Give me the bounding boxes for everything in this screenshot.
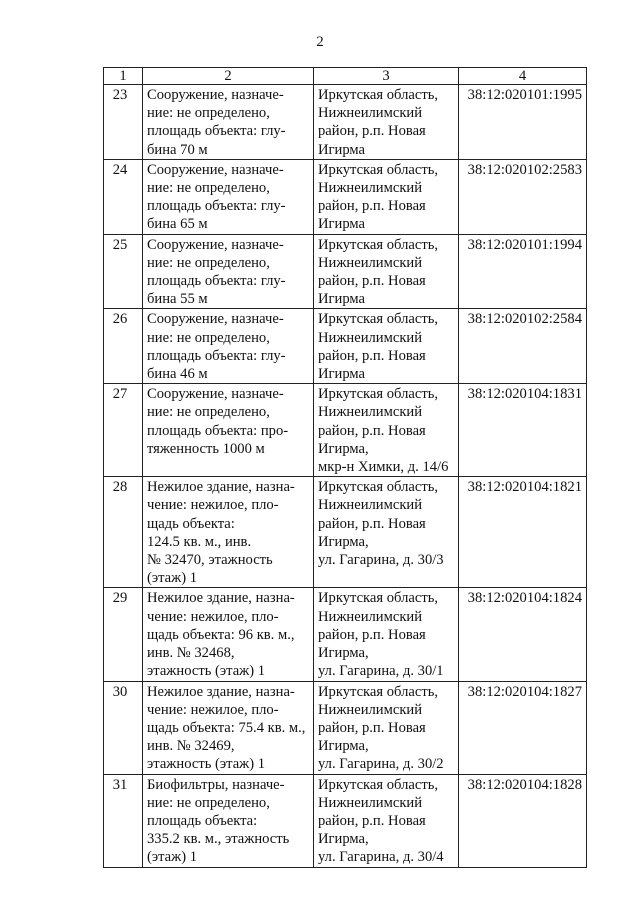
cadastral-number: 38:12:020104:1827: [459, 681, 587, 774]
address-line: мкр-н Химки, д. 14/6: [318, 459, 449, 476]
description-line: площадь объекта:: [147, 812, 258, 829]
address-line: ул. Гагарина, д. 30/4: [318, 849, 444, 866]
description-line: площадь объекта: глу-: [147, 198, 286, 215]
property-table: [103, 67, 587, 868]
table-row: [104, 384, 587, 477]
object-address: [314, 234, 459, 309]
address-line: ул. Гагарина, д. 30/3: [318, 552, 444, 569]
object-address: [314, 85, 459, 160]
address-line: район, р.п. Новая: [318, 123, 426, 140]
address-line: район, р.п. Новая: [318, 347, 426, 364]
table-row: [104, 774, 587, 867]
cadastral-number: 38:12:020102:2584: [459, 309, 587, 384]
row-number: 31: [104, 774, 143, 867]
row-number: 30: [104, 681, 143, 774]
table-header: [104, 68, 587, 85]
description-line: 124.5 кв. м., инв.: [147, 533, 252, 550]
description-line: Нежилое здание, назна-: [147, 683, 295, 700]
address-line: Игирма: [318, 291, 366, 308]
description-line: щадь объекта:: [147, 515, 235, 532]
description-line: этажность (этаж) 1: [147, 663, 266, 680]
address-line: Игирма,: [318, 533, 369, 550]
description-line: площадь объекта: глу-: [147, 123, 286, 140]
description-line: Сооружение, назначе-: [147, 161, 284, 178]
address-line: Игирма,: [318, 831, 369, 848]
table-row: [104, 681, 587, 774]
description-line: бина 70 м: [147, 141, 208, 158]
description-line: щадь объекта: 75.4 кв. м.,: [147, 719, 306, 736]
description-line: ние: не определено,: [147, 404, 270, 421]
address-line: Игирма: [318, 141, 366, 158]
address-line: Иркутская область,: [318, 776, 439, 793]
row-number: 23: [104, 85, 143, 160]
header-col-3: 3: [314, 68, 459, 85]
object-address: [314, 681, 459, 774]
description-line: (этаж) 1: [147, 849, 198, 866]
row-number: 28: [104, 477, 143, 588]
address-line: Игирма: [318, 366, 366, 383]
description-line: ние: не определено,: [147, 180, 270, 197]
address-line: ул. Гагарина, д. 30/2: [318, 756, 444, 773]
description-line: ние: не определено,: [147, 254, 270, 271]
description-line: тяженность 1000 м: [147, 440, 265, 457]
address-line: Нижнеилимский: [318, 105, 423, 122]
table-row: [104, 234, 587, 309]
object-description: [143, 588, 314, 681]
description-line: ние: не определено,: [147, 105, 270, 122]
description-line: чение: нежилое, пло-: [147, 701, 279, 718]
address-line: Игирма,: [318, 738, 369, 755]
address-line: Нижнеилимский: [318, 701, 423, 718]
description-line: Биофильтры, назначе-: [147, 776, 285, 793]
object-address: [314, 774, 459, 867]
object-description: [143, 384, 314, 477]
table-row: [104, 159, 587, 234]
header-col-4: 4: [459, 68, 587, 85]
description-line: ние: не определено,: [147, 329, 270, 346]
description-line: Сооружение, назначе-: [147, 311, 284, 328]
description-line: бина 55 м: [147, 291, 208, 308]
object-address: [314, 309, 459, 384]
description-line: Сооружение, назначе-: [147, 236, 284, 253]
row-number: 26: [104, 309, 143, 384]
address-line: район, р.п. Новая: [318, 626, 426, 643]
description-line: чение: нежилое, пло-: [147, 608, 279, 625]
description-line: Сооружение, назначе-: [147, 386, 284, 403]
address-line: Нижнеилимский: [318, 180, 423, 197]
address-line: Нижнеилимский: [318, 404, 423, 421]
description-line: площадь объекта: про-: [147, 422, 289, 439]
object-description: [143, 85, 314, 160]
object-description: [143, 477, 314, 588]
address-line: Нижнеилимский: [318, 254, 423, 271]
object-description: [143, 309, 314, 384]
header-col-1: 1: [104, 68, 143, 85]
description-line: инв. № 32468,: [147, 645, 235, 662]
address-line: ул. Гагарина, д. 30/1: [318, 663, 444, 680]
page-number: 2: [316, 34, 324, 50]
description-line: бина 65 м: [147, 216, 208, 233]
object-address: [314, 384, 459, 477]
cadastral-number: 38:12:020101:1994: [459, 234, 587, 309]
table-row: [104, 85, 587, 160]
address-line: Игирма: [318, 216, 366, 233]
header-col-2: 2: [143, 68, 314, 85]
description-line: площадь объекта: глу-: [147, 347, 286, 364]
description-line: чение: нежилое, пло-: [147, 497, 279, 514]
address-line: район, р.п. Новая: [318, 422, 426, 439]
address-line: Иркутская область,: [318, 87, 439, 103]
address-line: Иркутская область,: [318, 236, 439, 253]
table-row: [104, 588, 587, 681]
cadastral-number: 38:12:020102:2583: [459, 159, 587, 234]
address-line: район, р.п. Новая: [318, 812, 426, 829]
row-number: 25: [104, 234, 143, 309]
description-line: № 32470, этажность: [147, 552, 273, 569]
description-line: бина 46 м: [147, 366, 208, 383]
table-row: [104, 477, 587, 588]
row-number: 24: [104, 159, 143, 234]
address-line: Иркутская область,: [318, 590, 439, 607]
address-line: Иркутская область,: [318, 683, 439, 700]
address-line: Иркутская область,: [318, 161, 439, 178]
description-line: щадь объекта: 96 кв. м.,: [147, 626, 295, 643]
row-number: 29: [104, 588, 143, 681]
address-line: Нижнеилимский: [318, 497, 423, 514]
address-line: Игирма,: [318, 440, 369, 457]
table-body: [104, 85, 587, 868]
description-line: площадь объекта: глу-: [147, 273, 286, 290]
address-line: район, р.п. Новая: [318, 273, 426, 290]
object-address: [314, 159, 459, 234]
address-line: Нижнеилимский: [318, 794, 423, 811]
object-description: [143, 681, 314, 774]
table-row: [104, 309, 587, 384]
description-line: этажность (этаж) 1: [147, 756, 266, 773]
address-line: Иркутская область,: [318, 479, 439, 496]
cadastral-number: 38:12:020104:1828: [459, 774, 587, 867]
address-line: район, р.п. Новая: [318, 719, 426, 736]
address-line: Иркутская область,: [318, 386, 439, 403]
address-line: район, р.п. Новая: [318, 515, 426, 532]
address-line: Иркутская область,: [318, 311, 439, 328]
address-line: Нижнеилимский: [318, 608, 423, 625]
description-line: Сооружение, назначе-: [147, 87, 284, 103]
cadastral-number: 38:12:020104:1831: [459, 384, 587, 477]
description-line: инв. № 32469,: [147, 738, 235, 755]
row-number: 27: [104, 384, 143, 477]
description-line: Нежилое здание, назна-: [147, 590, 295, 607]
cadastral-number: 38:12:020104:1821: [459, 477, 587, 588]
object-address: [314, 477, 459, 588]
object-description: [143, 234, 314, 309]
cadastral-number: 38:12:020101:1995: [459, 85, 587, 160]
description-line: 335.2 кв. м., этажность: [147, 831, 290, 848]
address-line: Игирма,: [318, 645, 369, 662]
object-description: [143, 159, 314, 234]
object-description: [143, 774, 314, 867]
cadastral-number: 38:12:020104:1824: [459, 588, 587, 681]
address-line: Нижнеилимский: [318, 329, 423, 346]
description-line: ние: не определено,: [147, 794, 270, 811]
description-line: (этаж) 1: [147, 570, 198, 587]
object-address: [314, 588, 459, 681]
description-line: Нежилое здание, назна-: [147, 479, 295, 496]
address-line: район, р.п. Новая: [318, 198, 426, 215]
